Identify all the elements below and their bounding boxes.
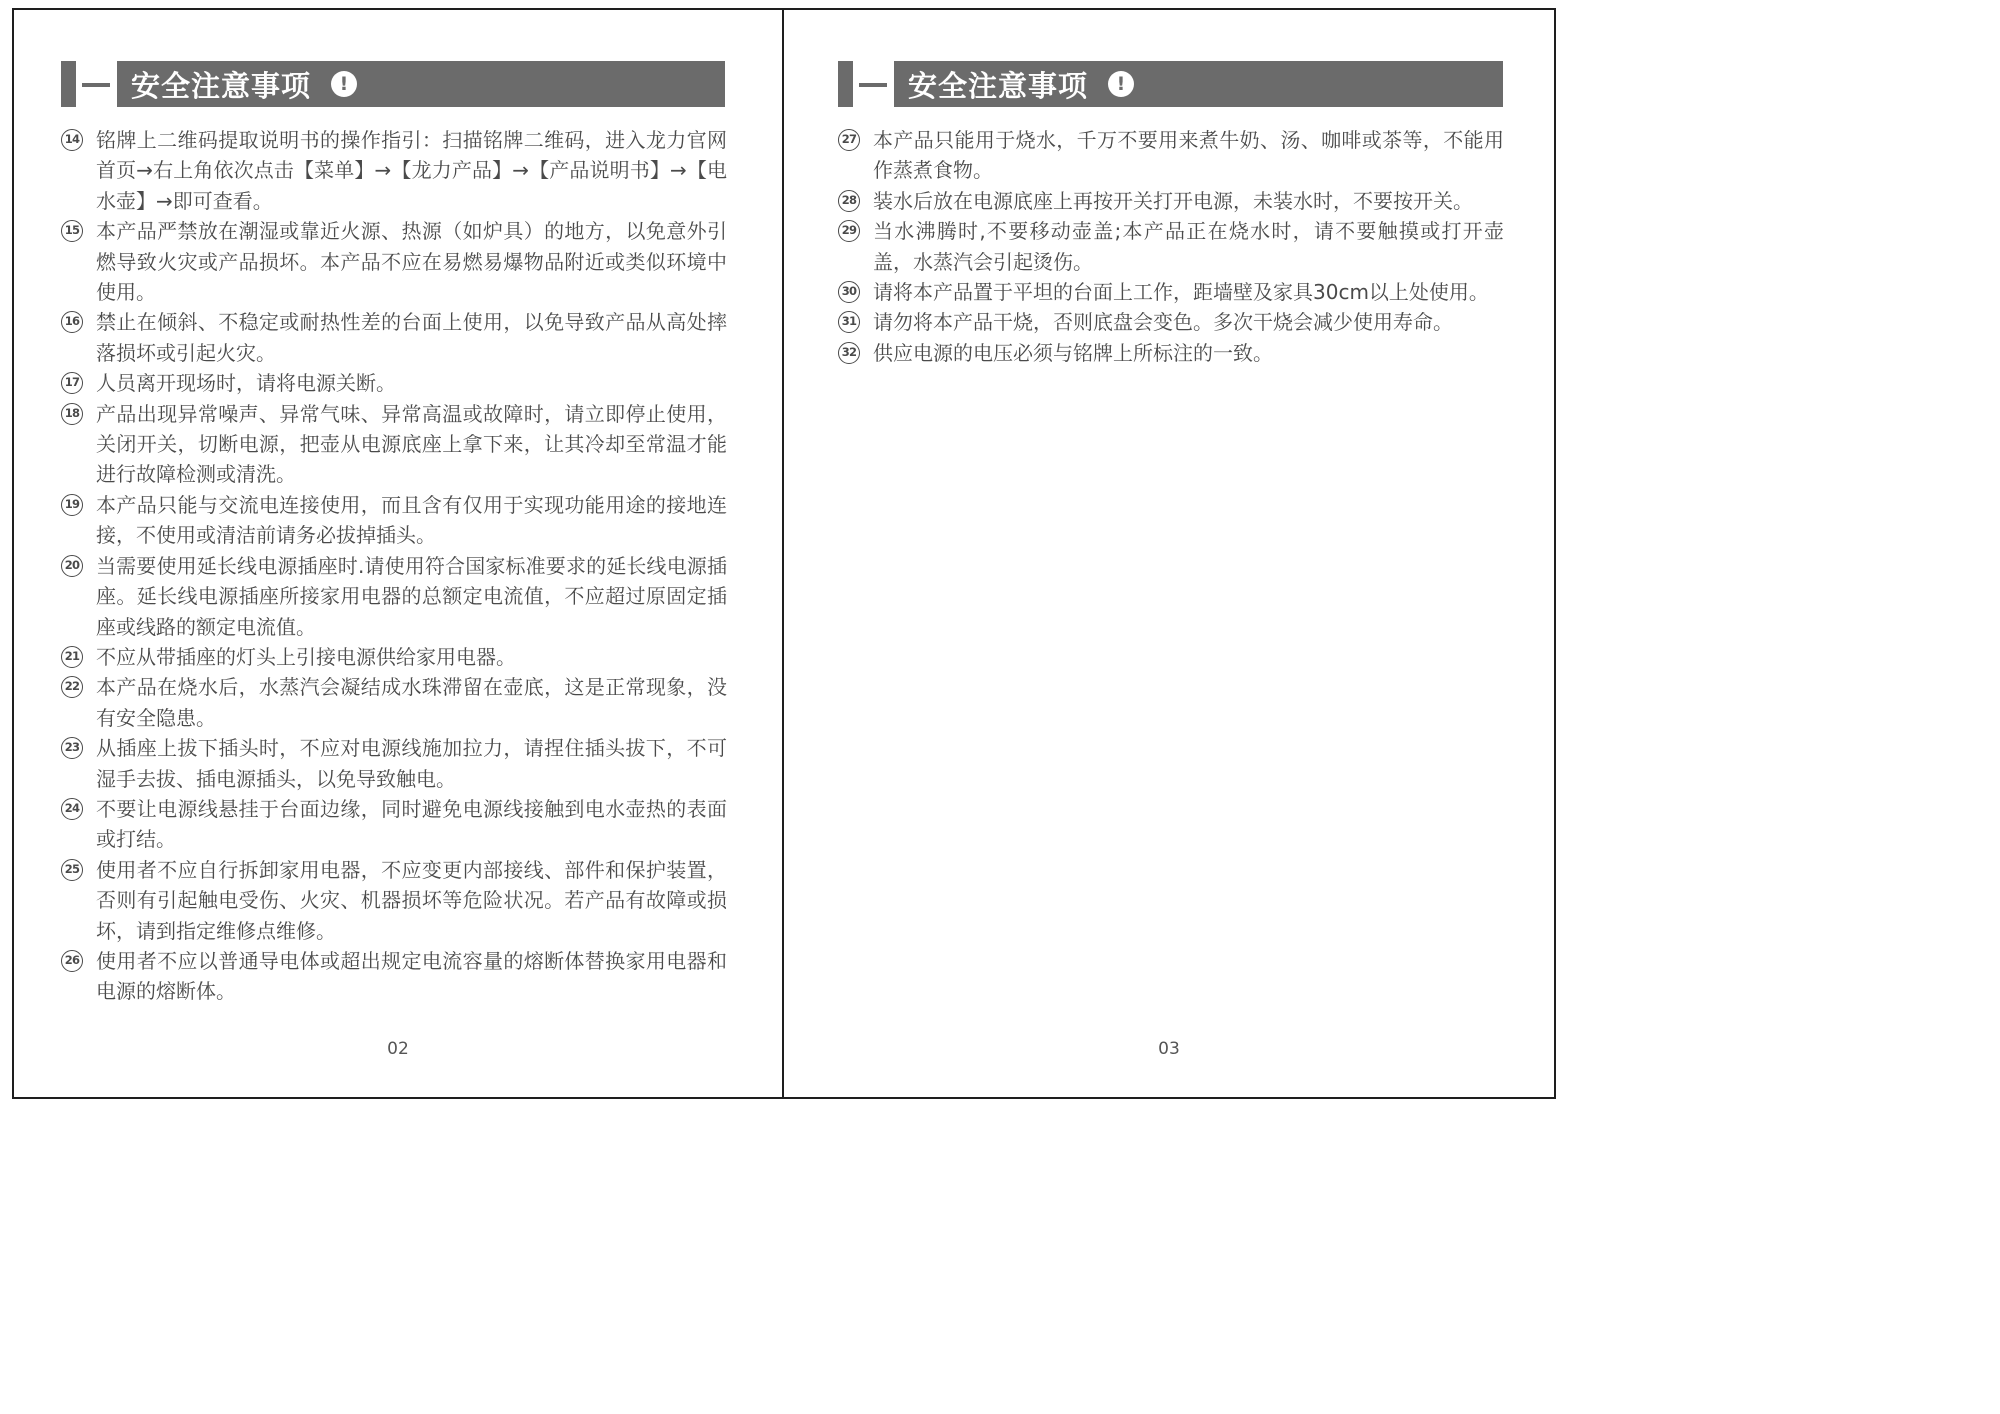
item-text: 请勿将本产品干烧，否则底盘会变色。多次干烧会减少使用寿命。 (873, 310, 1453, 335)
header-accent-bar (61, 61, 76, 107)
item-text: 装水后放在电源底座上再按开关打开电源，未装水时，不要按开关。 (873, 188, 1473, 213)
item-text: 产品出现异常噪声、异常气味、异常高温或故障时，请立即停止使用，关闭开关，切断电源，把壶从电源底座上拿下来，让其冷却至常温才能进行故障检测或清洗。 (96, 401, 727, 487)
item-text: 本产品在烧水后，水蒸汽会凝结成水珠滞留在壶底，这是正常现象，没有安全隐患。 (96, 675, 727, 730)
item-number-badge: 21 (61, 646, 83, 668)
list-item (61, 216, 727, 307)
list-item (61, 672, 727, 733)
right-page (782, 8, 1556, 1099)
list-item (838, 125, 1504, 186)
left-page (12, 8, 784, 1099)
list-item (838, 216, 1504, 277)
section-header (61, 61, 725, 107)
list-item (61, 399, 727, 490)
list-item (61, 490, 727, 551)
item-number-badge: 32 (838, 342, 860, 364)
item-text: 本产品严禁放在潮湿或靠近火源、热源（如炉具）的地方，以免意外引燃导致火灾或产品损坏。本产品不应在易燃易爆物品附近或类似环境中使用。 (96, 219, 727, 305)
item-text: 人员离开现场时，请将电源关断。 (96, 371, 396, 396)
list-item (61, 551, 727, 642)
list-item (61, 125, 727, 216)
item-text: 请将本产品置于平坦的台面上工作，距墙壁及家具30cm以上处使用。 (873, 280, 1489, 305)
item-text: 使用者不应以普通导电体或超出规定电流容量的熔断体替换家用电器和电源的熔断体。 (96, 948, 727, 1004)
list-item (61, 855, 727, 946)
item-number-badge: 15 (61, 220, 83, 242)
page-number: 02 (387, 1039, 409, 1059)
safety-item-list (838, 125, 1504, 368)
item-text: 本产品只能与交流电连接使用，而且含有仅用于实现功能用途的接地连接，不使用或清洁前请务必拔掉插头。 (96, 492, 727, 548)
item-text: 当水沸腾时,不要移动壶盖;本产品正在烧水时，请不要触摸或打开壶盖，水蒸汽会引起烫伤。 (873, 219, 1504, 274)
list-item (61, 642, 727, 672)
item-text: 不应从带插座的灯头上引接电源供给家用电器。 (96, 644, 516, 669)
item-number-badge: 27 (838, 129, 860, 151)
item-text: 从插座上拔下插头时，不应对电源线施加拉力，请捏住插头拔下，不可湿手去拔、插电源插头，以免导致触电。 (96, 736, 727, 791)
item-text: 禁止在倾斜、不稳定或耐热性差的台面上使用，以免导致产品从高处摔落损坏或引起火灾。 (96, 310, 727, 365)
item-text: 使用者不应自行拆卸家用电器，不应变更内部接线、部件和保护装置，否则有引起触电受伤、火灾、机器损坏等危险状况。若产品有故障或损坏，请到指定维修点维修。 (96, 857, 727, 943)
list-item (61, 307, 727, 368)
item-text: 铭牌上二维码提取说明书的操作指引：扫描铭牌二维码，进入龙力官网首页→右上角依次点击【菜单】→【龙力产品】→【产品说明书】→【电水壶】→即可查看。 (96, 128, 727, 213)
item-number-badge: 25 (61, 859, 83, 881)
list-item (61, 946, 727, 1007)
header-title-box (117, 61, 725, 107)
exclamation-circle-icon: ! (331, 71, 357, 97)
item-number-badge: 29 (838, 220, 860, 242)
item-text: 供应电源的电压必须与铭牌上所标注的一致。 (873, 340, 1273, 365)
item-text: 不要让电源线悬挂于台面边缘，同时避免电源线接触到电水壶热的表面或打结。 (96, 796, 727, 852)
item-text: 本产品只能用于烧水，千万不要用来煮牛奶、汤、咖啡或茶等，不能用作蒸煮食物。 (873, 128, 1504, 183)
list-item (838, 186, 1504, 216)
item-number-badge: 19 (61, 494, 83, 516)
item-number-badge: 20 (61, 555, 83, 577)
item-number-badge: 30 (838, 281, 860, 303)
section-title: 安全注意事项 (131, 68, 312, 103)
item-number-badge: 28 (838, 190, 860, 212)
item-text: 当需要使用延长线电源插座时.请使用符合国家标准要求的延长线电源插座。延长线电源插座所接家用电器的总额定电流值，不应超过原固定插座或线路的额定电流值。 (96, 553, 727, 639)
item-number-badge: 22 (61, 676, 83, 698)
list-item (838, 338, 1504, 368)
item-number-badge: 26 (61, 950, 83, 972)
item-number-badge: 23 (61, 737, 83, 759)
item-number-badge: 17 (61, 372, 83, 394)
header-title-box (894, 61, 1503, 107)
section-title: 安全注意事项 (908, 68, 1089, 103)
header-dash (859, 83, 887, 87)
safety-item-list (61, 125, 727, 1007)
item-number-badge: 14 (61, 129, 83, 151)
item-number-badge: 16 (61, 311, 83, 333)
list-item (61, 794, 727, 855)
item-number-badge: 31 (838, 311, 860, 333)
item-number-badge: 18 (61, 403, 83, 425)
list-item (838, 277, 1504, 307)
list-item (61, 368, 727, 398)
page-number: 03 (1158, 1039, 1180, 1059)
header-dash (82, 83, 110, 87)
item-number-badge: 24 (61, 798, 83, 820)
list-item (61, 733, 727, 794)
exclamation-circle-icon: ! (1108, 71, 1134, 97)
header-accent-bar (838, 61, 853, 107)
section-header (838, 61, 1503, 107)
list-item (838, 307, 1504, 337)
